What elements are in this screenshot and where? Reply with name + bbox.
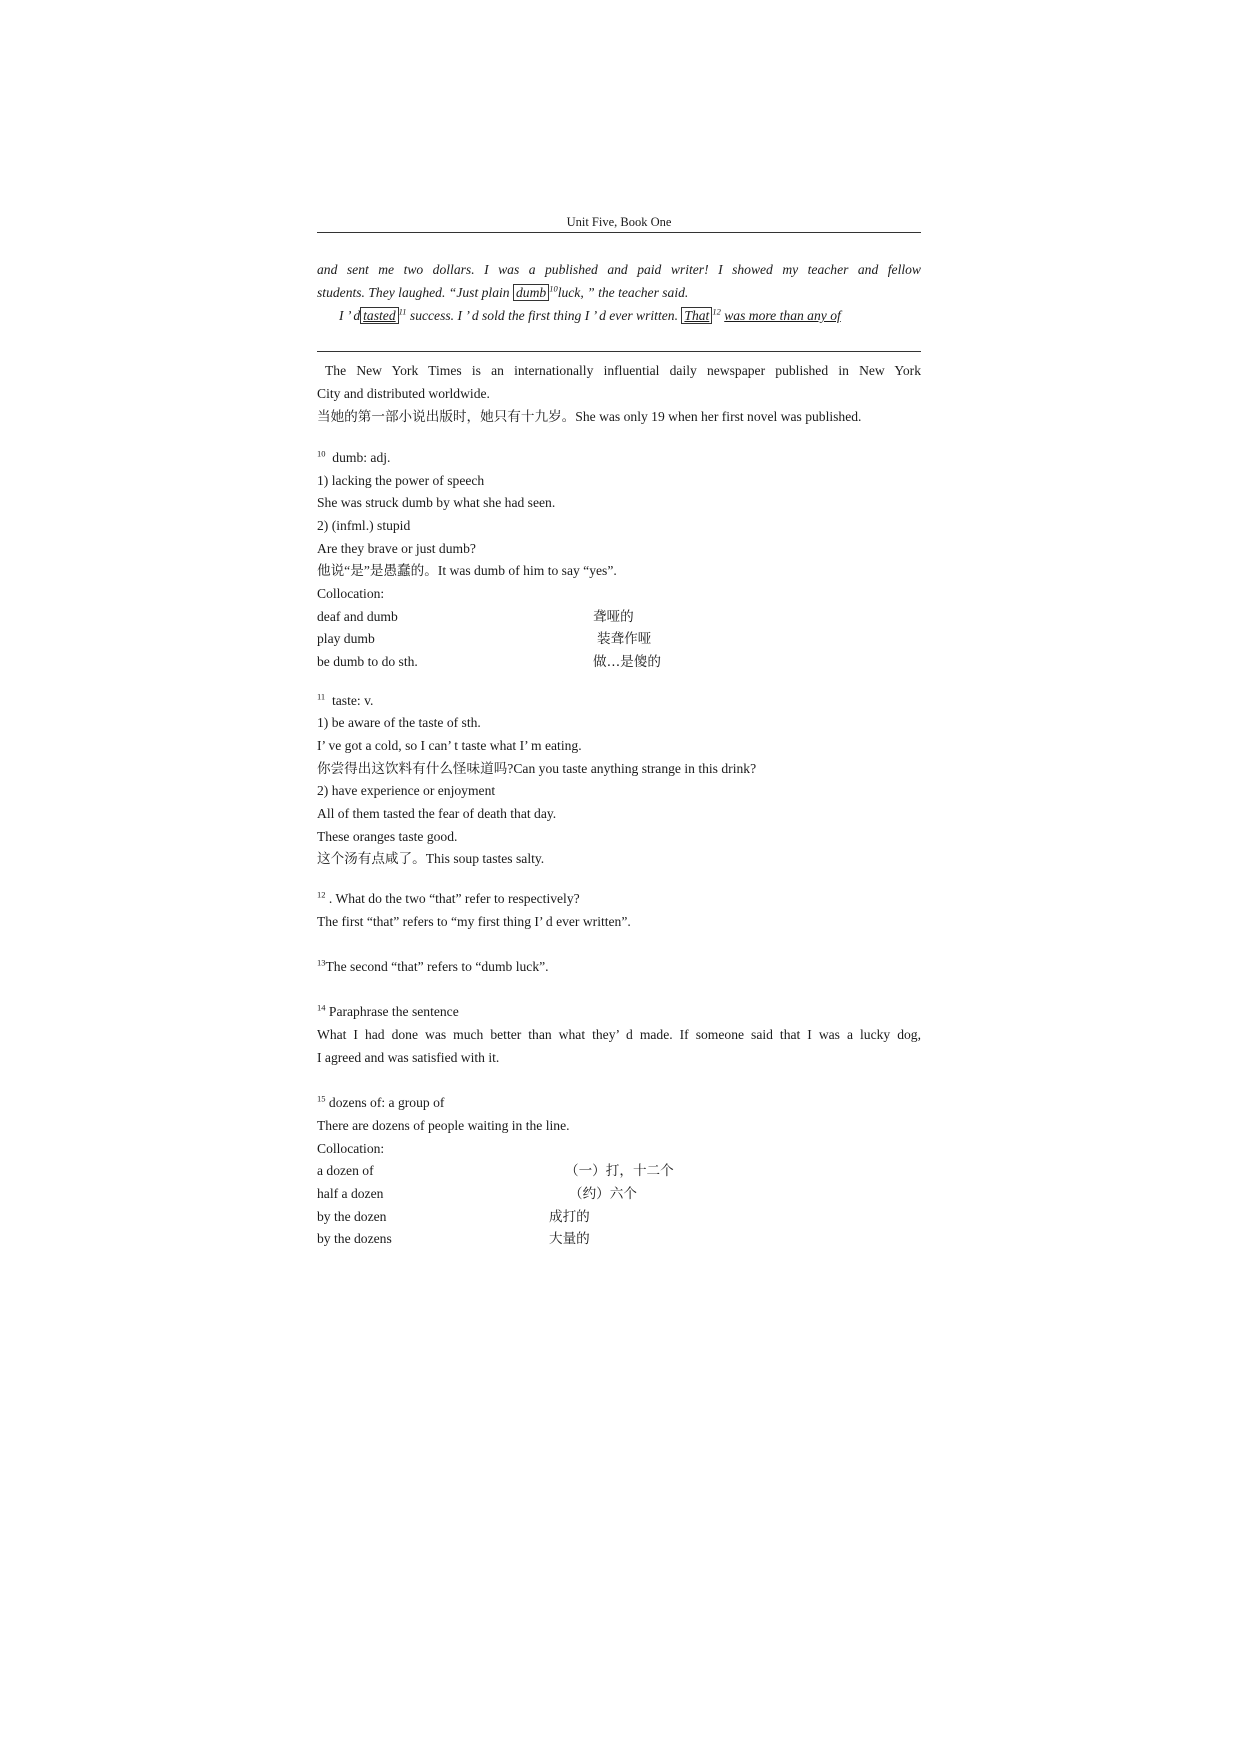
note-15-example-1: There are dozens of people waiting in the line.: [317, 1118, 570, 1133]
footnote-rule: [317, 351, 921, 352]
note-15-collocation-4-en: by the dozens: [317, 1231, 392, 1246]
note-14-line-1: What I had done was much better than what they’ d made. If someone said that I was a lucky dog,: [317, 1027, 921, 1042]
running-header: Unit Five, Book One: [566, 215, 672, 229]
note-11-example-3: All of them tasted the fear of death that day.: [317, 806, 557, 821]
note-15-collocation-3-en: by the dozen: [317, 1209, 387, 1224]
note-10-collocation-3-en: be dumb to do sth.: [317, 654, 418, 669]
note-11-example-4: These oranges taste good.: [317, 829, 458, 844]
note-11-example-2: 你尝得出这饮料有什么怪味道吗?Can you taste anything strange in this drink?: [317, 761, 757, 776]
note-15-collocation-3-zh: 成打的: [549, 1209, 590, 1225]
note-10-collocation-2-zh: 装聋作哑: [597, 631, 652, 647]
note-15-collocation-4-zh: 大量的: [549, 1231, 590, 1247]
intro-line-2: City and distributed worldwide.: [317, 386, 490, 401]
excerpt-line-1: and sent me two dollars. I was a published and paid writer! I showed my teacher and fellow: [317, 262, 921, 277]
note-12-answer: The first “that” refers to “my first thing I’ d ever written”.: [317, 914, 631, 929]
note-10-collocation-label: Collocation:: [317, 586, 385, 601]
footnote-ref-10: 10: [549, 283, 558, 294]
note-15-collocation-2-zh: （约）六个: [569, 1186, 637, 1202]
note-10-example-1: She was struck dumb by what she had seen.: [317, 495, 556, 510]
header-rule: [317, 232, 921, 233]
boxed-word-that: That: [681, 307, 712, 324]
note-10-example-2: Are they brave or just dumb?: [317, 541, 476, 556]
intro-line-1: The New York Times is an internationally influential daily newspaper published in New York: [325, 363, 921, 378]
note-10-sense-1: 1) lacking the power of speech: [317, 473, 485, 488]
note-15-collocation-label: Collocation:: [317, 1141, 385, 1156]
note-10-collocation-2-en: play dumb: [317, 631, 375, 646]
note-15-head: $^{15}$ dozens of: a group of: [317, 1093, 445, 1110]
note-11-sense-2: 2) have experience or enjoyment: [317, 783, 496, 798]
note-10-collocation-3-zh: 做…是傻的: [593, 654, 661, 670]
note-13: $^{13}$The second “that” refers to “dumb luck”.: [317, 957, 549, 974]
note-11-head: $^{11}$ taste: v.: [317, 691, 374, 708]
note-14-line-2: I agreed and was satisfied with it.: [317, 1050, 500, 1065]
note-12-question: $^{12}$ . What do the two “that” refer to respectively?: [317, 889, 580, 906]
note-10-collocation-1-en: deaf and dumb: [317, 609, 398, 624]
note-14-head: $^{14}$ Paraphrase the sentence: [317, 1002, 459, 1019]
note-10-collocation-1-zh: 聋哑的: [593, 609, 634, 625]
footnote-ref-12: 12: [712, 306, 721, 317]
note-10-example-3: 他说“是”是愚蠢的。It was dumb of him to say “yes”.: [317, 563, 617, 578]
note-10-head: $^{10}$ dumb: adj.: [317, 448, 391, 465]
note-11-example-1: I’ ve got a cold, so I can’ t taste what I’ m eating.: [317, 738, 582, 753]
excerpt-line-3: I ’ d tasted $^{11}$ success. I ’ d sold the first thing I ’ d ever written. That $^{12}$ was more than any of: [339, 306, 841, 323]
boxed-word-tasted: tasted: [360, 307, 398, 324]
intro-line-3: 当她的第一部小说出版时，她只有十九岁。She was only 19 when her first novel was published.: [317, 409, 862, 424]
note-10-sense-2: 2) (infml.) stupid: [317, 518, 411, 533]
note-15-collocation-2-en: half a dozen: [317, 1186, 384, 1201]
note-15-collocation-1-en: a dozen of: [317, 1163, 374, 1178]
note-11-example-5: 这个汤有点咸了。This soup tastes salty.: [317, 851, 545, 866]
note-15-collocation-1-zh: （一）打，十二个: [565, 1163, 674, 1179]
footnote-ref-11: 11: [398, 306, 407, 317]
excerpt-line-2: students. They laughed. “Just plain dumb $^{10}$luck, ” the teacher said.: [317, 283, 689, 300]
note-11-sense-1: 1) be aware of the taste of sth.: [317, 715, 481, 730]
boxed-word-dumb: dumb: [513, 284, 549, 301]
